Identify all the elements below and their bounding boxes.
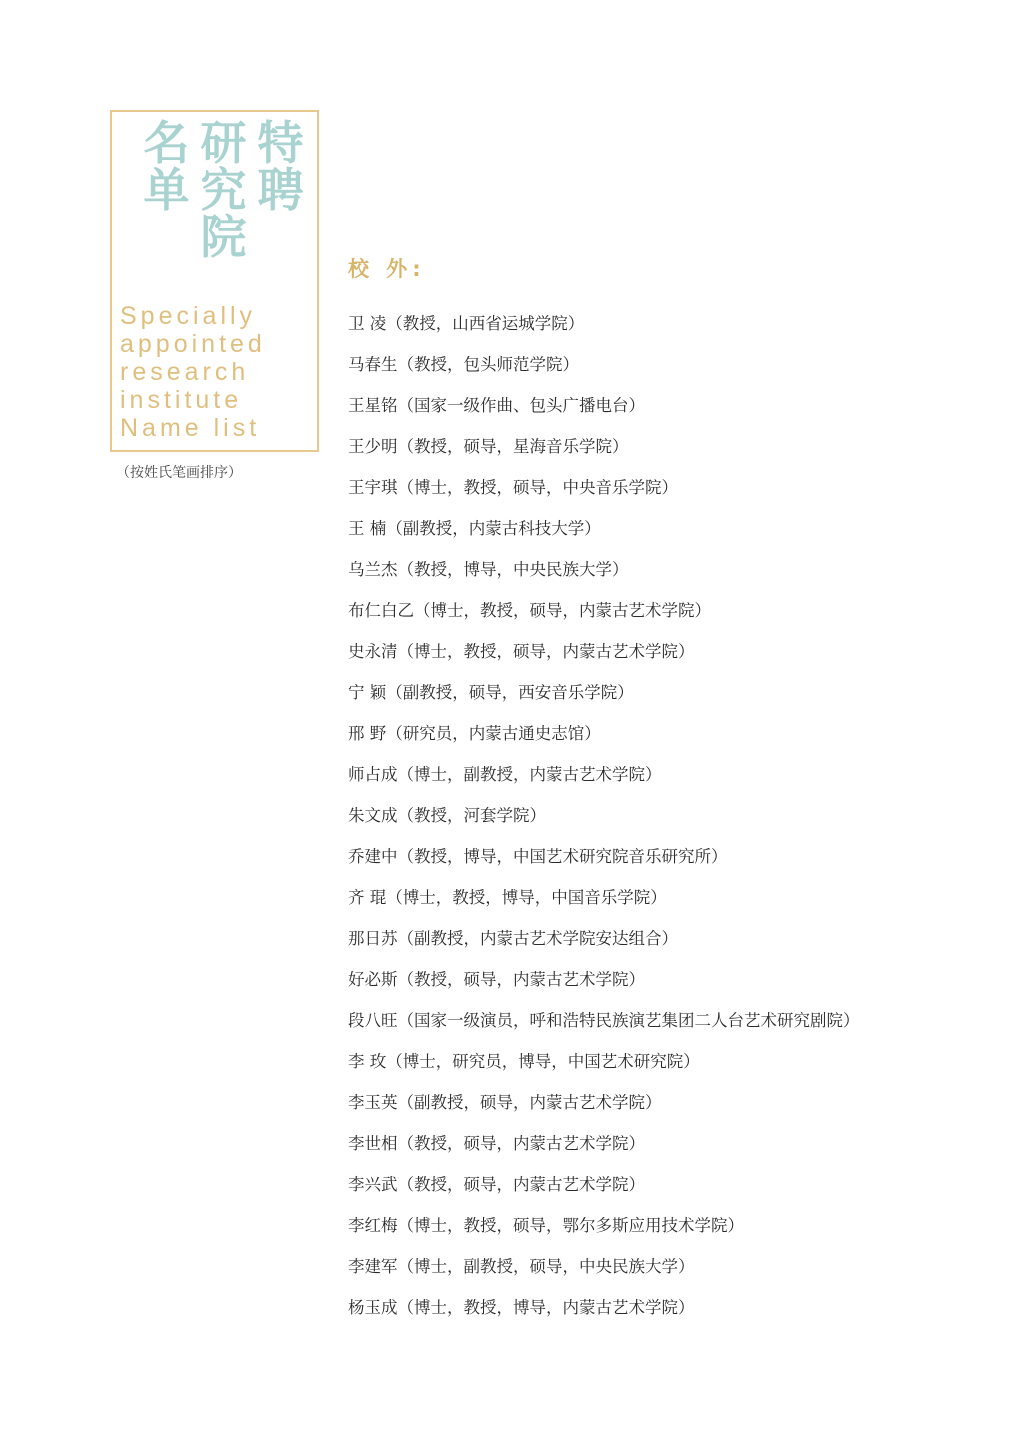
english-title-line: Name list xyxy=(120,414,261,442)
member-list xyxy=(348,313,860,1338)
title-char: 究 xyxy=(200,163,247,217)
member-entry: 布仁白乙（博士，教授，硕导，内蒙古艺术学院） xyxy=(348,601,711,620)
member-entry: 邢 野（研究员，内蒙古通史志馆） xyxy=(348,724,601,743)
title-char: 单 xyxy=(143,163,190,217)
member-entry: 段八旺（国家一级演员，呼和浩特民族演艺集团二人台艺术研究剧院） xyxy=(348,1011,860,1030)
english-title-line: institute xyxy=(120,386,243,414)
member-entry: 史永清（博士，教授，硕导，内蒙古艺术学院） xyxy=(348,642,695,661)
member-entry: 王少明（教授，硕导，星海音乐学院） xyxy=(348,437,629,456)
member-entry: 李 玫（博士，研究员，博导，中国艺术研究院） xyxy=(348,1052,700,1071)
member-entry: 李玉英（副教授，硕导，内蒙古艺术学院） xyxy=(348,1093,662,1112)
title-column xyxy=(252,116,309,261)
member-entry: 宁 颖（副教授，硕导，西安音乐学院） xyxy=(348,683,634,702)
english-title-line: research xyxy=(120,358,250,386)
member-entry: 卫 凌（教授，山西省运城学院） xyxy=(348,314,585,333)
member-entry: 马春生（教授，包头师范学院） xyxy=(348,355,579,374)
english-title xyxy=(120,302,266,442)
title-box xyxy=(110,110,319,452)
title-column xyxy=(138,116,195,261)
member-entry: 乌兰杰（教授，博导，中央民族大学） xyxy=(348,560,629,579)
title-column xyxy=(195,116,252,264)
member-entry: 李兴武（教授，硕导，内蒙古艺术学院） xyxy=(348,1175,645,1194)
title-char: 名 xyxy=(143,116,190,170)
english-title-line: Specially xyxy=(120,302,257,330)
member-entry: 好必斯（教授，硕导，内蒙古艺术学院） xyxy=(348,970,645,989)
section-heading: 校 外: xyxy=(348,257,426,281)
title-char: 特 xyxy=(257,116,304,170)
member-entry: 王宇琪（博士，教授，硕导，中央音乐学院） xyxy=(348,478,678,497)
english-title-line: appointed xyxy=(120,330,266,358)
member-entry: 那日苏（副教授，内蒙古艺术学院安达组合） xyxy=(348,929,678,948)
member-entry: 李红梅（博士，教授，硕导，鄂尔多斯应用技术学院） xyxy=(348,1216,744,1235)
title-char: 院 xyxy=(200,210,247,264)
member-entry: 师占成（博士，副教授，内蒙古艺术学院） xyxy=(348,765,662,784)
member-entry: 朱文成（教授，河套学院） xyxy=(348,806,546,825)
chinese-title xyxy=(138,116,309,264)
member-entry: 杨玉成（博士，教授，博导，内蒙古艺术学院） xyxy=(348,1298,695,1317)
member-entry: 乔建中（教授，博导，中国艺术研究院音乐研究所） xyxy=(348,847,728,866)
member-entry: 李建军（博士，副教授，硕导，中央民族大学） xyxy=(348,1257,695,1276)
member-entry: 王 楠（副教授，内蒙古科技大学） xyxy=(348,519,601,538)
member-entry: 李世相（教授，硕导，内蒙古艺术学院） xyxy=(348,1134,645,1153)
member-entry: 王星铭（国家一级作曲、包头广播电台） xyxy=(348,396,645,415)
title-char: 聘 xyxy=(257,163,304,217)
sort-note: （按姓氏笔画排序） xyxy=(116,465,242,481)
member-entry: 齐 琨（博士，教授，博导，中国音乐学院） xyxy=(348,888,667,907)
title-char: 研 xyxy=(200,116,247,170)
